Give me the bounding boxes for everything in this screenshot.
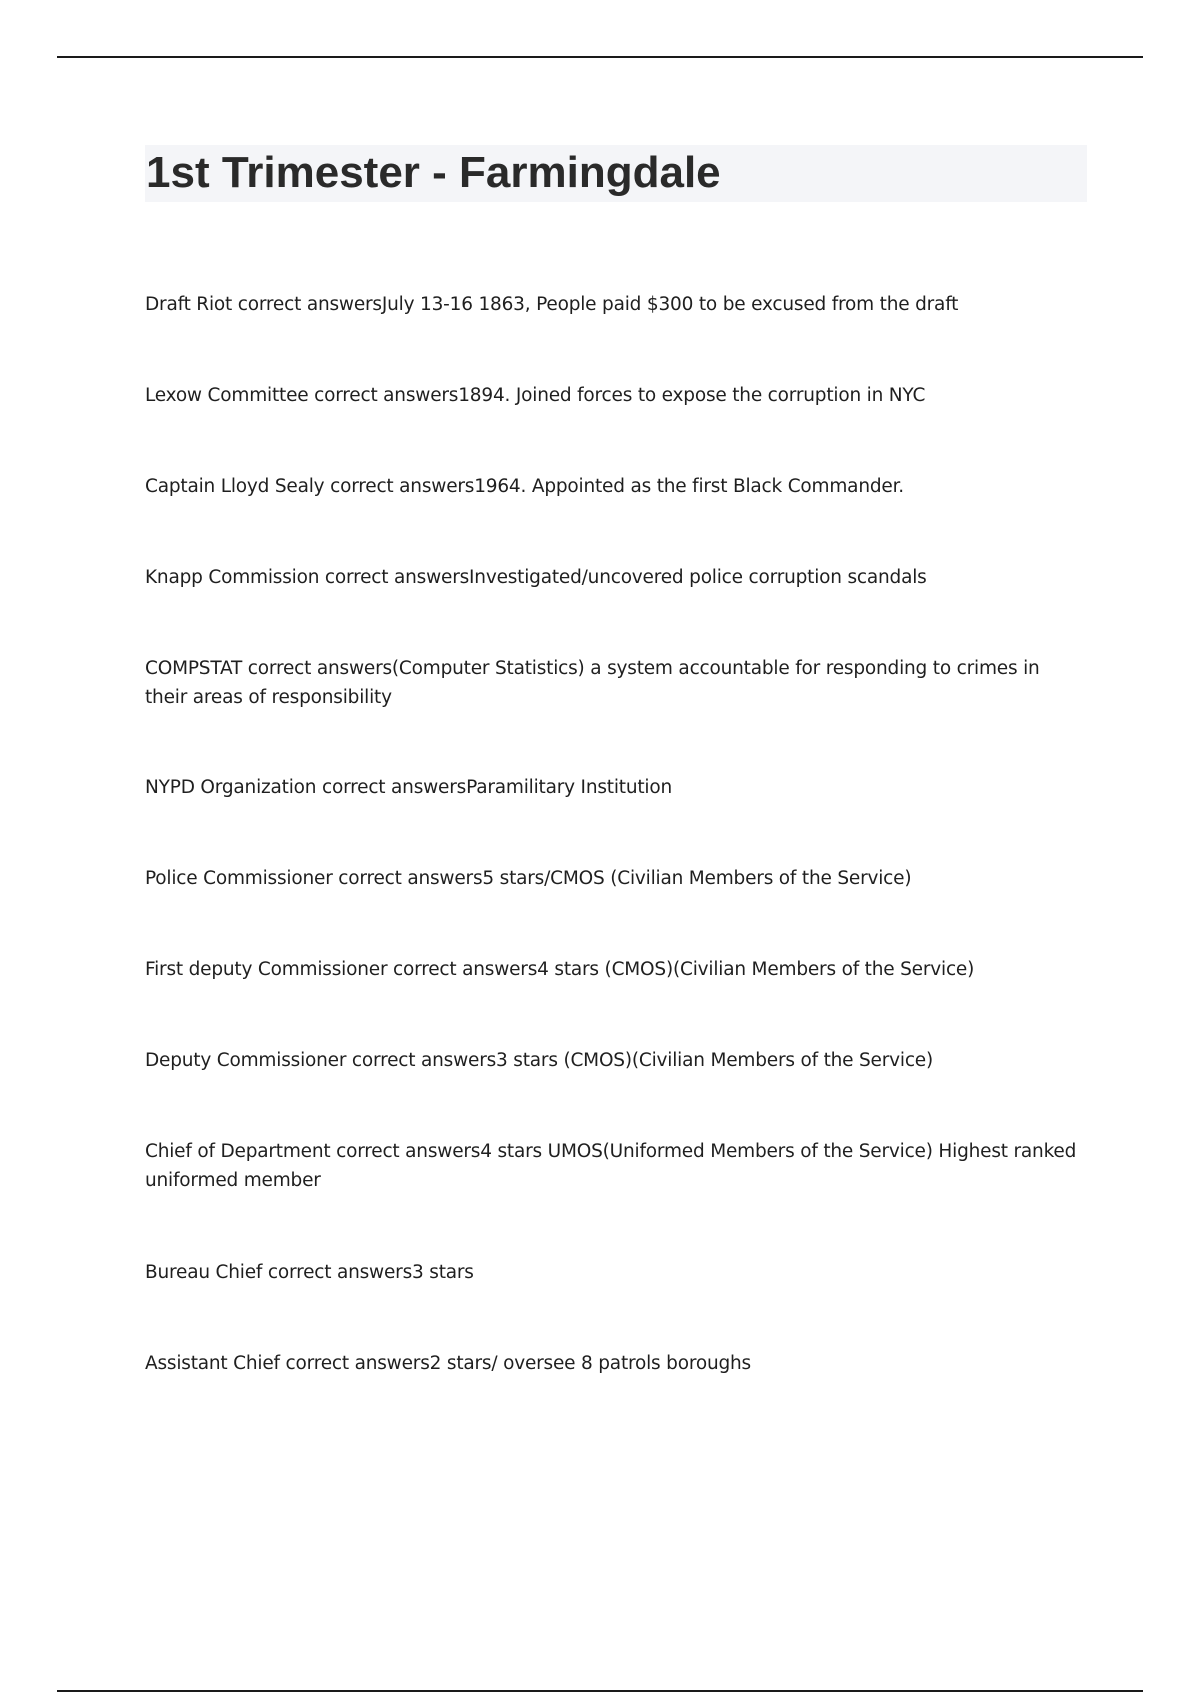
bottom-rule [57, 1690, 1143, 1692]
qa-entry-nypd-organization: NYPD Organization correct answersParamilitary Institution [145, 777, 672, 798]
qa-entry-lloyd-sealy: Captain Lloyd Sealy correct answers1964. Appointed as the first Black Commander. [145, 476, 904, 497]
qa-entry-police-commissioner: Police Commissioner correct answers5 stars/CMOS (Civilian Members of the Service) [145, 868, 912, 889]
qa-entry-bureau-chief: Bureau Chief correct answers3 stars [145, 1262, 474, 1283]
document-title: 1st Trimester - Farmingdale [146, 148, 721, 197]
qa-entry-knapp-commission: Knapp Commission correct answersInvestigated/uncovered police corruption scandals [145, 567, 927, 588]
qa-entry-chief-of-department: Chief of Department correct answers4 stars UMOS(Uniformed Members of the Service) Highest ranked uniformed member [145, 1141, 1077, 1191]
top-rule [57, 56, 1143, 58]
qa-entry-first-deputy-commissioner: First deputy Commissioner correct answers4 stars (CMOS)(Civilian Members of the Service) [145, 959, 975, 980]
qa-entry-compstat: COMPSTAT correct answers(Computer Statistics) a system accountable for responding to crimes in their areas of responsibility [145, 658, 1040, 708]
qa-entry-assistant-chief: Assistant Chief correct answers2 stars/ oversee 8 patrols boroughs [145, 1353, 751, 1374]
title-banner [145, 145, 1087, 202]
qa-entry-lexow-committee: Lexow Committee correct answers1894. Joined forces to expose the corruption in NYC [145, 385, 926, 406]
qa-entry-deputy-commissioner: Deputy Commissioner correct answers3 stars (CMOS)(Civilian Members of the Service) [145, 1050, 934, 1071]
qa-entry-draft-riot: Draft Riot correct answersJuly 13-16 1863, People paid $300 to be excused from the draft [145, 294, 959, 315]
